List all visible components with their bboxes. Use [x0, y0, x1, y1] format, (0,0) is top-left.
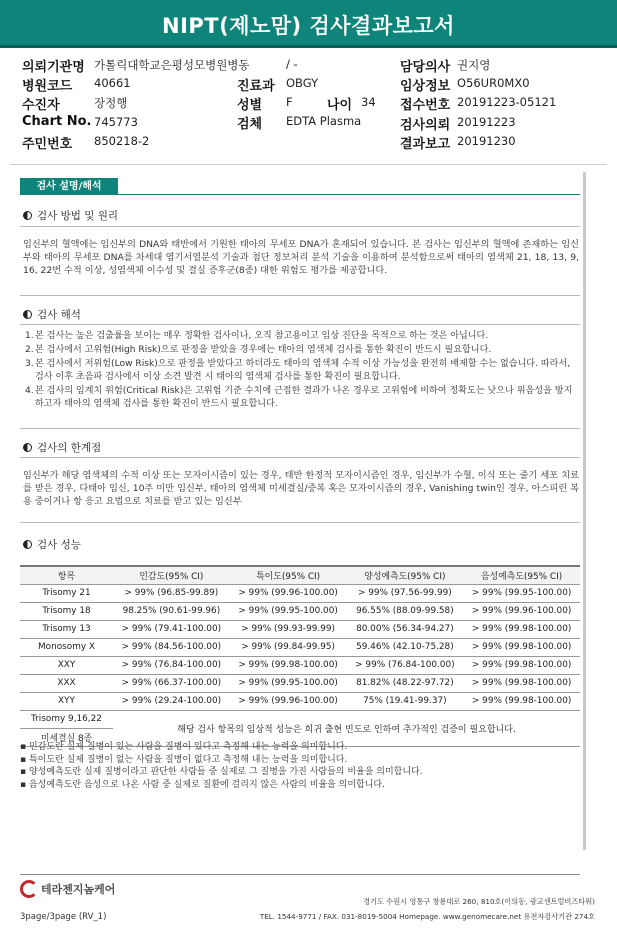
institution-label: 의뢰기관명 [22, 60, 85, 75]
method-heading-text: 검사 방법 및 원리 [37, 210, 119, 222]
receiver-label: 수진자 [22, 98, 60, 113]
section-tab-underline [20, 194, 580, 195]
column-header: 민감도(95% CI) [113, 566, 230, 584]
table-cell: > 99% (99.93-99.99) [230, 620, 347, 638]
report-title: NIPT(제노맘) 검사결과보고서 [162, 14, 455, 38]
table-cell: > 99% (99.95-100.00) [463, 584, 580, 602]
header-divider [10, 164, 607, 165]
limitations-divider [20, 457, 580, 458]
table-cell: > 99% (99.98-100.00) [230, 656, 347, 674]
column-header: 양성예측도(95% CI) [347, 566, 464, 584]
table-row [20, 710, 580, 728]
limitations-bottom-divider [20, 522, 580, 523]
id-number-value: 850218-2 [94, 134, 150, 148]
table-row [20, 638, 580, 656]
table-header-row [20, 566, 580, 584]
interpretation-heading-text: 검사 해석 [37, 309, 81, 321]
specimen-value: EDTA Plasma [286, 114, 362, 128]
method-divider [20, 226, 580, 227]
table-row [20, 620, 580, 638]
table-cell: > 99% (99.98-100.00) [463, 656, 580, 674]
hospital-code-label: 병원코드 [22, 79, 73, 94]
table-cell: 80.00% (56.34-94.27) [347, 620, 464, 638]
table-cell: 81.82% (48.22-97.72) [347, 674, 464, 692]
half-circle-bullet-icon [23, 310, 32, 319]
page-number: 3page/3page (RV_1) [20, 912, 107, 922]
column-header: 항목 [20, 566, 113, 584]
department-label: 진료과 [237, 79, 275, 94]
table-cell: 75% (19.41-99.37) [347, 692, 464, 710]
interpretation-item: 4. 본 검사의 임계치 위험(Critical Risk)은 고위험 기준 수치에 근접한 결과가 나온 경우로 고위험에 비하여 정확도는 낮으나 위음성을 방지하고자 태아의 염색체 검사를 통한 확진이 반드시 필요합니다. [25, 386, 573, 409]
performance-heading-text: 검사 성능 [37, 539, 81, 551]
specimen-label: 검체 [237, 117, 263, 132]
interpretation-item: 1. 본 검사는 높은 검출률을 보이는 매우 정확한 검사이나, 오직 참고용이고 임상 진단을 목적으로 하는 것은 아닙니다. [25, 331, 489, 341]
footer-divider [20, 874, 580, 875]
method-text: 임신부의 혈액에는 임신부의 DNA와 태반에서 기원한 태아의 무세포 DNA가 혼재되어 있습니다. 본 검사는 임신부의 혈액에 존재하는 임신부와 태아의 무세포 DNA를 차세대 염기서열분석 기술과 첨단 정보처리 분석 기술을 이용하여 분석함으로써 태아의 염색체 21, 18, 13, 9, 16, 22번 수적 이상, 성염색체 이수성 및 결실 증후군(8종) 대한 위험도 평가를 제공합니다. [23, 239, 579, 276]
table-row [20, 602, 580, 620]
table-cell: XXX [20, 674, 113, 692]
hospital-code-value: 40661 [94, 76, 131, 90]
table-cell: Trisomy 21 [20, 584, 113, 602]
table-cell: > 99% (99.96-100.00) [463, 602, 580, 620]
performance-heading [23, 537, 81, 552]
performance-notes [20, 741, 580, 791]
table-note-cell: 해당 검사 항목의 임상적 성능은 희귀 출현 빈도로 인하여 추가적인 검증이 필요합니다. [113, 710, 580, 746]
table-row [20, 674, 580, 692]
interpretation-bottom-divider [20, 428, 580, 429]
interpretation-list [23, 330, 579, 412]
table-cell: Trisomy 18 [20, 602, 113, 620]
table-cell: > 99% (97.56-99.99) [347, 584, 464, 602]
doctor-label: 담당의사 [400, 60, 451, 75]
limitations-heading [23, 440, 101, 455]
table-cell: > 99% (99.84-99.95) [230, 638, 347, 656]
sex-value: F [286, 95, 293, 109]
department-value: OBGY [286, 76, 319, 90]
table-row [20, 584, 580, 602]
table-row [20, 692, 580, 710]
patient-info-block [0, 54, 617, 154]
table-cell: > 99% (99.98-100.00) [463, 638, 580, 656]
table-cell: 98.25% (90.61-99.96) [113, 602, 230, 620]
performance-table [20, 565, 580, 747]
table-cell: Trisomy 13 [20, 620, 113, 638]
table-cell: > 99% (84.56-100.00) [113, 638, 230, 656]
age-label: 나이 [327, 98, 353, 113]
ward-value: / - [286, 57, 298, 71]
report-title-bar [0, 0, 617, 48]
table-cell: Monosomy X [20, 638, 113, 656]
table-cell: 미세결실 8종 [20, 728, 113, 746]
request-value: 20191223 [457, 115, 516, 129]
table-cell: 59.46% (42.10-75.28) [347, 638, 464, 656]
limitations-heading-text: 검사의 한계점 [37, 442, 102, 454]
report-date-label: 결과보고 [400, 137, 451, 152]
table-cell: > 99% (99.96-100.00) [230, 584, 347, 602]
table-cell: > 99% (99.95-100.00) [230, 674, 347, 692]
interpretation-item: 2. 본 검사에서 고위험(High Risk)으로 판정을 받았을 경우에는 태아의 염색체 검사를 통한 확진이 반드시 필요합니다. [25, 345, 492, 355]
table-row [20, 656, 580, 674]
table-cell: > 99% (99.98-100.00) [463, 674, 580, 692]
method-heading [23, 208, 118, 223]
interpretation-divider [20, 324, 580, 325]
id-number-label: 주민번호 [22, 137, 73, 152]
half-circle-bullet-icon [23, 443, 32, 452]
method-bottom-divider [20, 295, 580, 296]
sex-label: 성별 [237, 98, 263, 113]
age-value: 34 [361, 95, 376, 109]
receipt-value: 20191223-05121 [457, 95, 557, 109]
chart-no-label: Chart No. [22, 114, 92, 129]
note-line: ▪ 민감도란 실제 질병이 있는 사람을 질병이 있다고 측정해 내는 능력을 의미합니다. [20, 742, 348, 752]
clinical-value: O56UR0MX0 [457, 76, 530, 90]
receiver-value: 장정행 [94, 96, 128, 110]
clinical-label: 임상정보 [400, 79, 451, 94]
chart-no-value: 745773 [94, 115, 138, 129]
table-cell: > 99% (99.96-100.00) [230, 692, 347, 710]
table-cell: > 99% (66.37-100.00) [113, 674, 230, 692]
report-date-value: 20191230 [457, 134, 516, 148]
g-logo-icon [20, 880, 38, 898]
company-logo-text: 테라젠지놈케어 [41, 883, 116, 896]
receipt-label: 접수번호 [400, 98, 451, 113]
table-cell: > 99% (96.85-99.89) [113, 584, 230, 602]
note-line: ▪ 특이도란 실제 질병이 없는 사람을 질병이 없다고 측정해 내는 능력을 의미합니다. [20, 754, 348, 765]
request-label: 검사의뢰 [400, 118, 451, 133]
company-address: 경기도 수원시 영통구 창룡대로 260, 810호(이의동, 광교센트럴비즈타워) [363, 897, 595, 906]
half-circle-bullet-icon [23, 211, 32, 220]
company-logo [20, 880, 115, 898]
table-cell: Trisomy 9,16,22 [20, 710, 113, 728]
page-right-border [583, 172, 586, 850]
table-cell: > 99% (76.84-100.00) [113, 656, 230, 674]
interpretation-item: 3. 본 검사에서 저위험(Low Risk)으로 판정을 받았다고 하더라도 태아의 염색체 수적 이상 가능성을 완전히 배제할 수는 없습니다. 따라서, 검사 이후 초음파 검사에서 이상 소견 발견 시 태아의 염색체 검사를 통한 확진이 필요합니다. [25, 359, 571, 382]
table-cell: > 99% (99.95-100.00) [230, 602, 347, 620]
limitations-text: 임신부가 해당 염색체의 수적 이상 또는 모자이시즘이 있는 경우, 태반 한정적 모자이시즘인 경우, 임신부가 수혈, 이식 또는 줄기 세포 치료를 받은 경우, 다태아 임신, 10주 미만 임신부, 태아의 염색체 미세결실/중복 혹은 모자이시즘의 경우, Vanishing twin인 경우, 아스피린 복용 중이거나 항 응고 요법으로 치료를 받고 있는 임신부 [23, 470, 579, 507]
table-cell: > 99% (76.84-100.00) [347, 656, 464, 674]
table-cell: > 99% (29.24-100.00) [113, 692, 230, 710]
note-line: ▪ 양성예측도란 실제 질병이라고 판단한 사람들 중 실제로 그 질병을 가진 사람들의 비율을 의미합니다. [20, 767, 423, 777]
table-cell: > 99% (99.98-100.00) [463, 692, 580, 710]
column-header: 특이도(95% CI) [230, 566, 347, 584]
table-cell: XXY [20, 656, 113, 674]
interpretation-heading [23, 307, 81, 322]
section-tab-explanation: 검사 설명/해석 [20, 178, 118, 195]
note-line: ▪ 음성예측도란 음성으로 나온 사람 중 실제로 질환에 걸리지 않은 사람의 비율을 의미합니다. [20, 779, 385, 790]
institution-value: 가톨릭대학교은평성모병원병동 [94, 58, 250, 72]
table-cell: XYY [20, 692, 113, 710]
company-contact: TEL. 1544-9771 / FAX. 031-8019-5004 Homepage. www.genomecare.net 유전자검사기관 274호 [259, 912, 595, 921]
table-cell: > 99% (99.98-100.00) [463, 620, 580, 638]
table-cell: 96.55% (88.09-99.58) [347, 602, 464, 620]
column-header: 음성예측도(95% CI) [463, 566, 580, 584]
half-circle-bullet-icon [23, 540, 32, 549]
doctor-value: 권지영 [457, 58, 491, 72]
table-cell: > 99% (79.41-100.00) [113, 620, 230, 638]
